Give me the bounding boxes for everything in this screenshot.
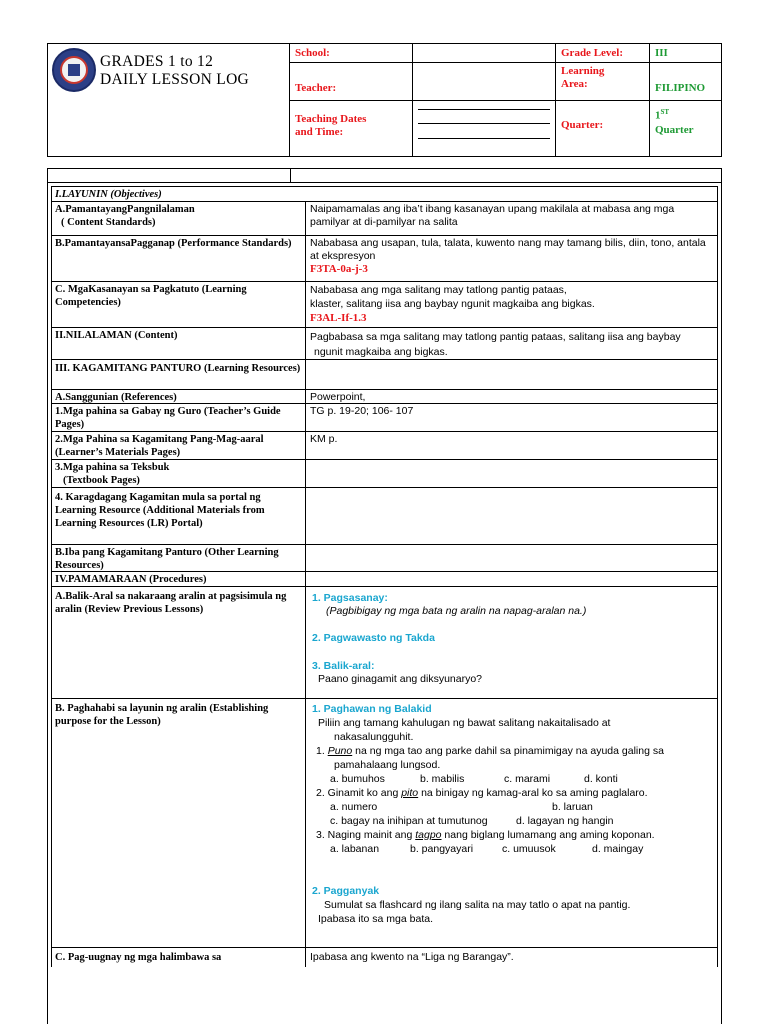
quarter-label-text: Quarter: — [561, 119, 604, 131]
header-title-line2: DAILY LESSON LOG — [100, 71, 250, 88]
purpose-motivation-title: 2. Pagganyak — [312, 885, 380, 897]
procedures-value — [306, 572, 717, 586]
q3-prefix: 3. Naging mainit ang — [316, 829, 416, 841]
row-learning-resources — [51, 359, 718, 389]
q3-word: tagpo — [415, 829, 442, 841]
competencies-line2: klaster, salitang iisa ang baybay ngunit magkaiba ang bigkas. — [310, 298, 595, 310]
learners-materials-label: 2.Mga Pahina sa Kagamitang Pang-Mag-aaral (Learner’s Materials Pages) — [52, 432, 306, 459]
q1-prefix: 1. — [316, 745, 328, 757]
q3-option-c[interactable]: c. umuusok — [502, 843, 556, 855]
quarter-word: Quarter — [655, 123, 694, 136]
performance-standards-text: Nababasa ang usapan, tula, talata, kuwento nang may tamang bilis, diin, tono, antala at ekspresyon — [310, 237, 706, 262]
lr-portal-value — [306, 488, 717, 544]
review-label: A.Balik-Aral sa nakaraang aralin at pagsisimula ng aralin (Review Previous Lessons) — [52, 587, 306, 698]
purpose-instruction-l2: nakasalungguhit. — [334, 731, 414, 743]
q1-option-a[interactable]: a. bumuhos — [330, 773, 385, 785]
relating-examples-label: C. Pag-uugnay ng mga halimbawa sa — [52, 948, 306, 967]
purpose-value — [306, 699, 717, 947]
content-standards-label — [52, 202, 306, 235]
q1-continuation: pamahalaang lungsod. — [334, 759, 441, 771]
review-checking-title: 2. Pagwawasto ng Takda — [312, 632, 435, 644]
review-recap-title: 3. Balik-aral: — [312, 660, 375, 672]
teaching-dates-line1: Teaching Dates — [295, 113, 367, 125]
quarter-label — [556, 101, 650, 156]
q1-options — [312, 772, 713, 786]
performance-standards-label: B.PamantayansaPagganap (Performance Standards) — [52, 236, 306, 281]
q3-options — [312, 842, 713, 856]
row-review — [51, 586, 718, 698]
teaching-dates-field[interactable] — [413, 101, 556, 156]
learning-area-label-line2: Area: — [561, 78, 588, 90]
table-top-band — [48, 169, 721, 183]
content-standards-l1: A.PamantayangPangnilalaman — [55, 204, 195, 215]
competencies-line1: Nababasa ang mga salitang may tatlong pantig pataas, — [310, 284, 567, 296]
textbook-label — [52, 460, 306, 487]
q3-option-d[interactable]: d. maingay — [592, 843, 644, 855]
lr-portal-label: 4. Karagdagang Kagamitan mula sa portal ng Learning Resource (Additional Materials from Learning Resources (LR) Portal) — [52, 488, 306, 544]
deped-seal-icon — [52, 48, 96, 92]
q1-suffix: na ng mga tao ang parke dahil sa pinamimigay na ayuda galing sa — [352, 745, 664, 757]
teaching-dates-label — [290, 101, 413, 156]
header-title-line1: GRADES 1 to 12 — [100, 53, 214, 70]
review-drill-text: (Pagbibigay ng mga bata ng aralin na napag-aralan na.) — [326, 605, 587, 617]
purpose-motivation-l1: Sumulat sa flashcard ng ilang salita na may tatlo o apat na pantig. — [324, 899, 631, 911]
grade-level-label: Grade Level: — [556, 44, 650, 63]
row-references — [51, 389, 718, 403]
row-procedures — [51, 571, 718, 586]
procedures-label: IV.PAMAMARAAN (Procedures) — [52, 572, 306, 586]
quarter-value — [650, 101, 721, 156]
date-line-2 — [418, 123, 550, 124]
references-label: A.Sanggunian (References) — [52, 390, 306, 403]
row-performance-standards — [51, 235, 718, 281]
other-resources-value — [306, 545, 717, 571]
q2-option-b[interactable]: b. laruan — [552, 801, 593, 813]
review-drill-title: 1. Pagsasanay: — [312, 592, 388, 604]
relating-examples-value: Ipabasa ang kwento na “Liga ng Barangay”. — [310, 951, 514, 963]
textbook-value — [306, 460, 717, 487]
learning-area-label-line1: Learning — [561, 65, 605, 77]
objectives-text: I.LAYUNIN (Objectives) — [55, 189, 162, 200]
row-textbook — [51, 459, 718, 487]
review-recap-text: Paano ginagamit ang diksyunaryo? — [318, 673, 483, 685]
learning-resources-value — [306, 360, 717, 389]
q2-suffix: na binigay ng kamag-aral ko sa aming paglalaro. — [418, 787, 648, 799]
question-1 — [312, 744, 713, 758]
row-relating-examples — [51, 947, 718, 967]
q2-prefix: 2. Ginamit ko ang — [316, 787, 402, 799]
teacher-field[interactable] — [413, 63, 556, 101]
learning-area-value — [650, 63, 721, 101]
grade-level-value: III — [650, 44, 721, 63]
content-line1: Pagbabasa sa mga salitang may tatlong pantig pataas, salitang iisa ang baybay — [310, 331, 681, 343]
row-content-standards — [51, 201, 718, 235]
competencies-value — [306, 282, 717, 327]
row-other-resources — [51, 544, 718, 571]
date-line-1 — [418, 109, 550, 110]
q1-option-d[interactable]: d. konti — [584, 773, 618, 785]
row-competencies — [51, 281, 718, 327]
review-value — [306, 587, 717, 698]
q2-options-row2 — [312, 814, 713, 828]
learning-area-text: FILIPINO — [655, 82, 706, 94]
row-learners-materials — [51, 431, 718, 459]
lesson-log-header — [47, 43, 722, 157]
competencies-label: C. MgaKasanayan sa Pagkatuto (Learning Competencies) — [52, 282, 306, 327]
school-label: School: — [290, 44, 413, 63]
row-purpose — [51, 698, 718, 947]
q1-option-b[interactable]: b. mabilis — [420, 773, 465, 785]
q3-option-a[interactable]: a. labanan — [330, 843, 380, 855]
lesson-log-table — [47, 168, 722, 1024]
lesson-rows — [51, 186, 718, 967]
school-field[interactable] — [413, 44, 556, 63]
objectives-heading — [52, 187, 717, 201]
date-line-3 — [418, 138, 550, 139]
learning-resources-label: III. KAGAMITANG PANTURO (Learning Resources) — [52, 360, 306, 389]
teacher-label: Teacher: — [295, 82, 337, 94]
purpose-motivation-l2: Ipabasa ito sa mga bata. — [318, 913, 433, 925]
performance-standards-code: F3TA-0a-j-3 — [310, 263, 368, 275]
quarter-suffix: ST — [660, 108, 670, 116]
q3-suffix: nang biglang lumamang ang aming koponan. — [441, 829, 655, 841]
content-value — [306, 328, 717, 359]
q1-option-c[interactable]: c. marami — [504, 773, 551, 785]
learners-materials-value: KM p. — [310, 433, 338, 445]
content-label: II.NILALAMAN (Content) — [52, 328, 306, 359]
row-teachers-guide — [51, 403, 718, 431]
teacher-cell — [290, 63, 413, 101]
q2-word: pito — [401, 787, 419, 799]
q2-option-c[interactable]: c. bagay na inihipan at tumutunog — [330, 815, 488, 827]
textbook-label-l2: (Textbook Pages) — [63, 475, 140, 486]
q2-options-row1 — [312, 800, 713, 814]
content-standards-l2: ( Content Standards) — [61, 217, 156, 228]
row-objectives — [51, 186, 718, 201]
q1-word: Puno — [327, 745, 353, 757]
q2-option-a[interactable]: a. numero — [330, 801, 378, 813]
teachers-guide-label: 1.Mga pahina sa Gabay ng Guro (Teacher’s Guide Pages) — [52, 404, 306, 431]
question-2 — [312, 786, 713, 800]
purpose-instruction-l1: Piliin ang tamang kahulugan ng bawat salitang nakaitalisado at — [318, 717, 611, 729]
learning-area-label — [556, 63, 650, 101]
competencies-code: F3AL-If-1.3 — [310, 312, 367, 324]
q3-option-b[interactable]: b. pangyayari — [410, 843, 474, 855]
textbook-label-l1: 3.Mga pahina sa Teksbuk — [55, 462, 170, 473]
purpose-label: B. Paghahabi sa layunin ng aralin (Establishing purpose for the Lesson) — [52, 699, 306, 947]
content-line2: ngunit magkaiba ang bigkas. — [314, 346, 448, 358]
content-standards-value: Naipamamalas ang iba’t ibang kasanayan upang makilala at mabasa ang mga pamilyar at di-pamilyar na salita — [310, 203, 675, 228]
header-info-grid — [290, 44, 721, 156]
row-content — [51, 327, 718, 359]
purpose-unlocking-title: 1. Paghawan ng Balakid — [312, 703, 432, 715]
q2-option-d[interactable]: d. lagayan ng hangin — [516, 815, 614, 827]
teachers-guide-value: TG p. 19-20; 106- 107 — [310, 405, 414, 417]
quarter-number: 1 — [655, 109, 661, 122]
other-resources-label: B.Iba pang Kagamitang Panturo (Other Learning Resources) — [52, 545, 306, 571]
performance-standards-value — [306, 236, 717, 281]
header-title-block — [48, 44, 290, 156]
references-value: Powerpoint, — [310, 391, 366, 403]
question-3 — [312, 828, 713, 842]
row-lr-portal — [51, 487, 718, 544]
teaching-dates-line2: and Time: — [295, 126, 344, 138]
